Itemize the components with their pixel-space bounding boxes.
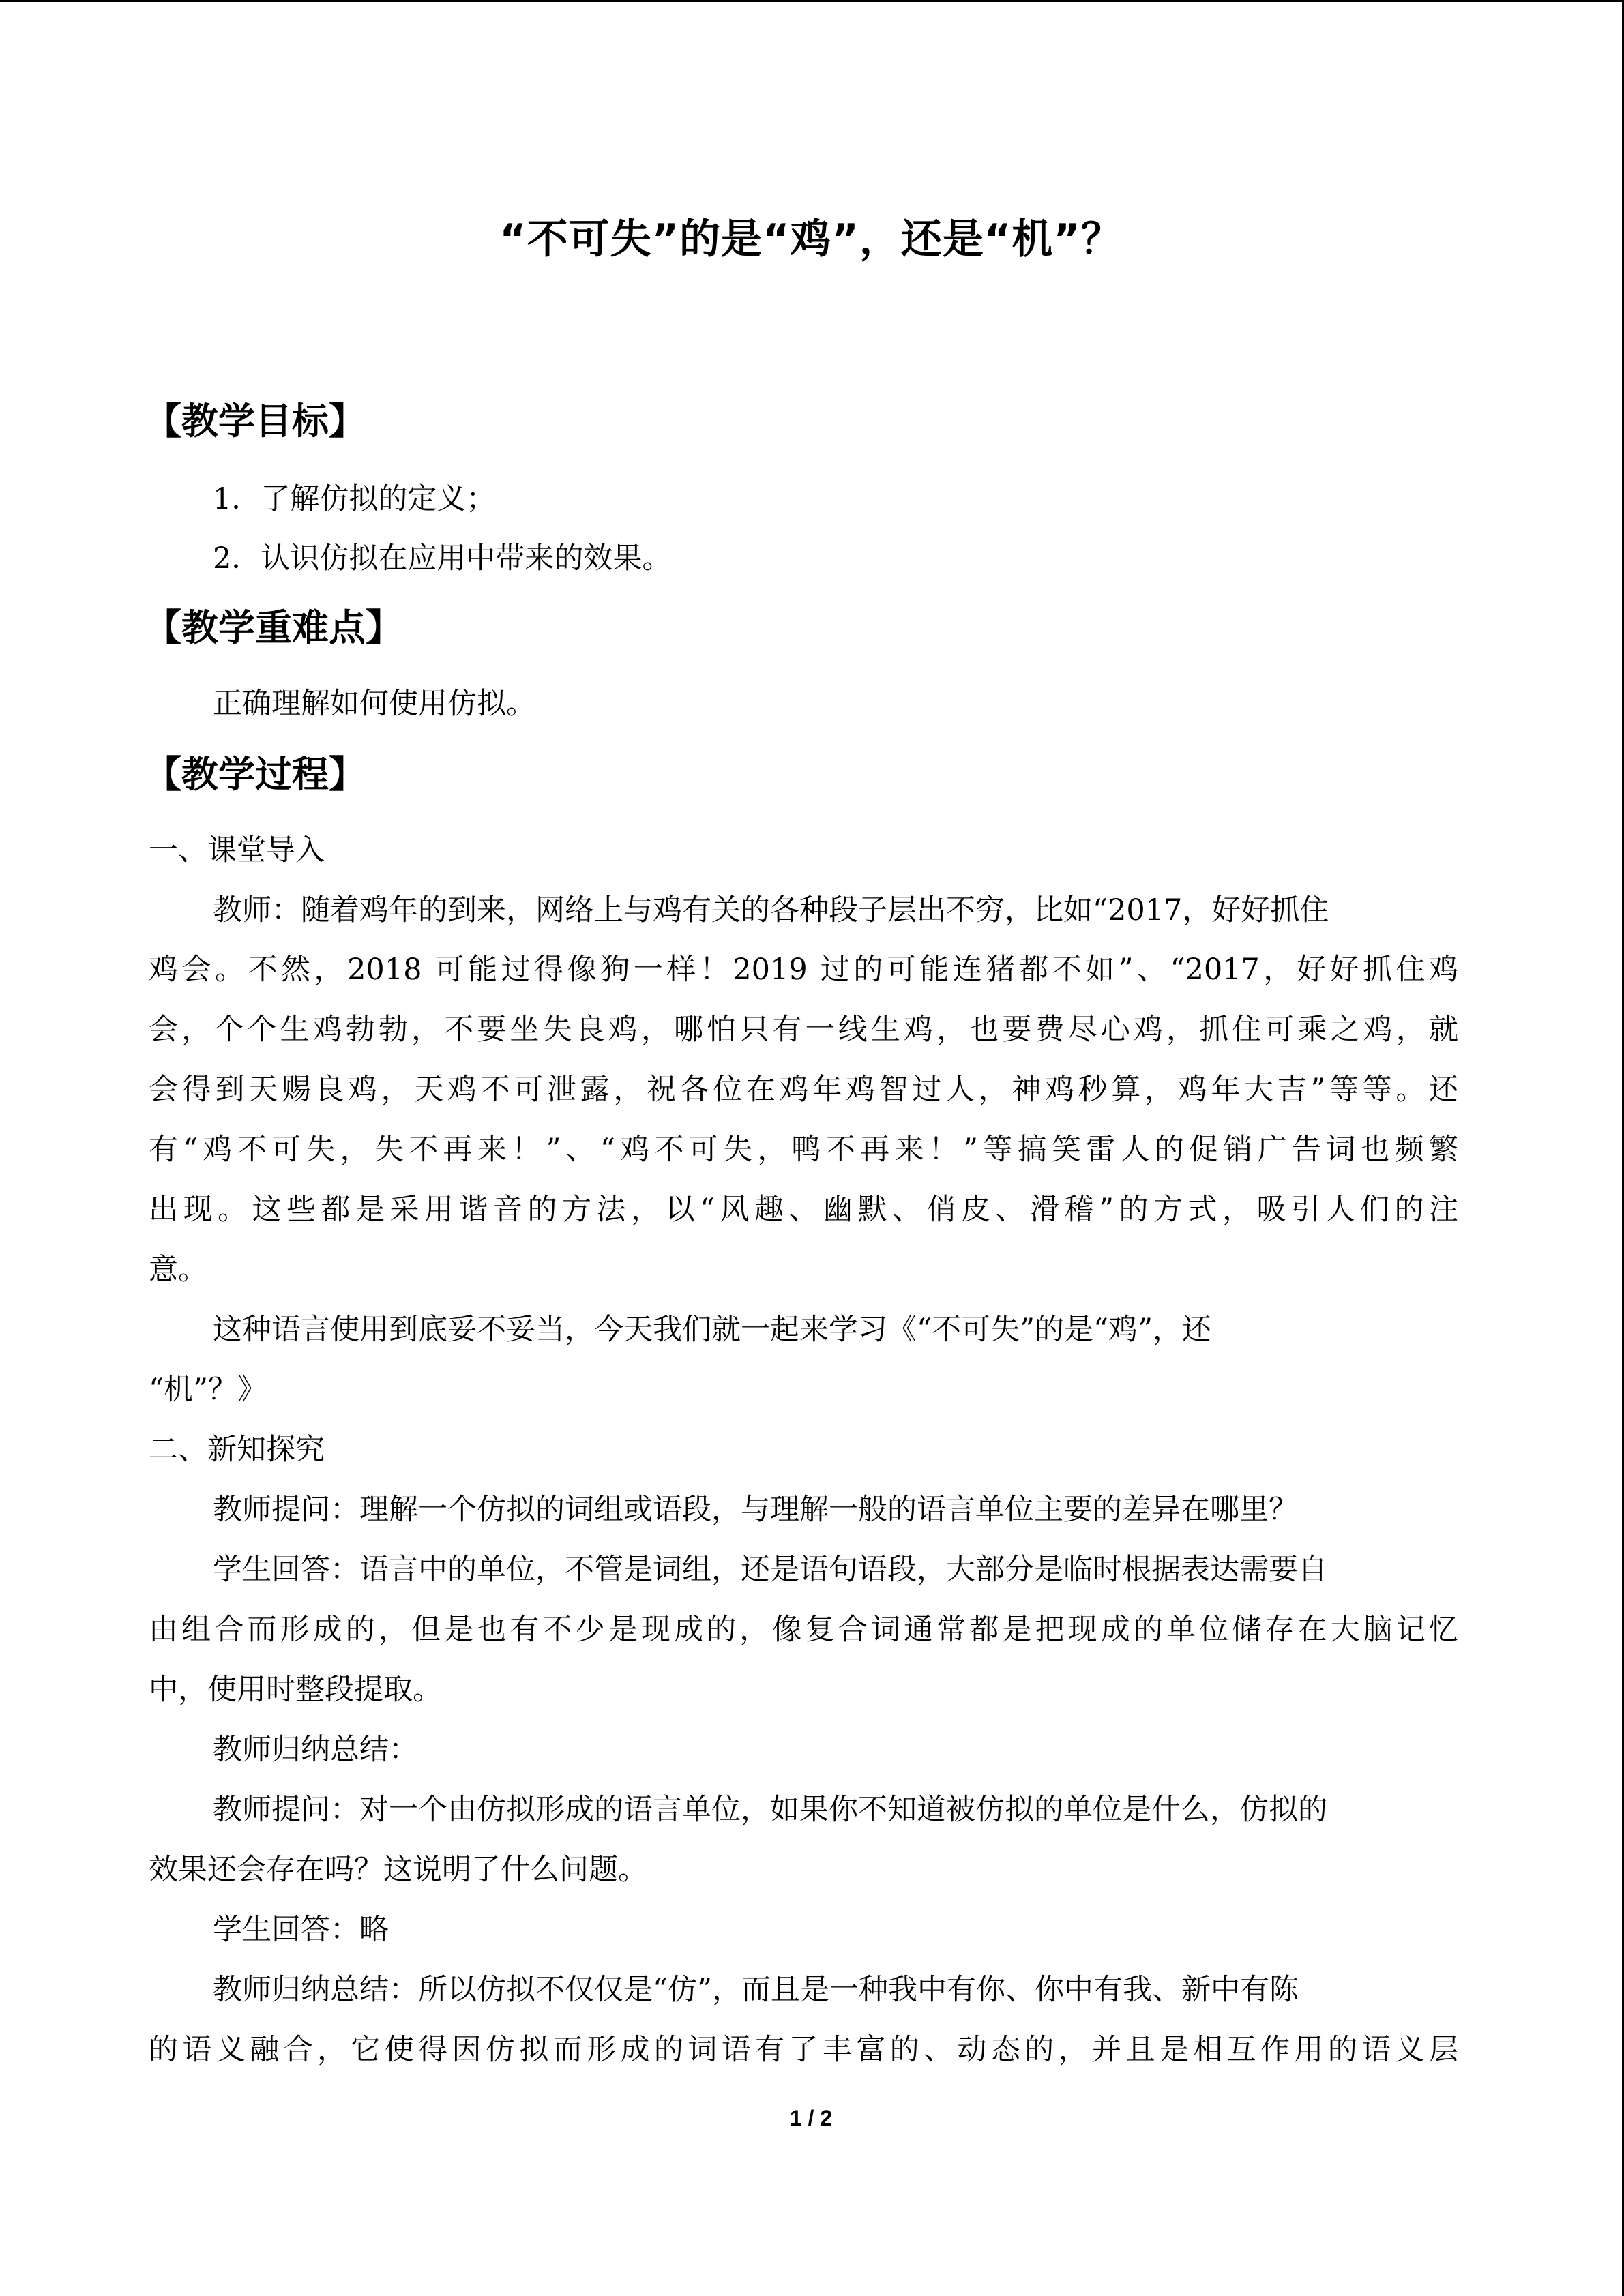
paragraph-line: 中，使用时整段提取。 (149, 1673, 442, 1707)
page-title: “不可失”的是“鸡”，还是“机”？ (499, 215, 1123, 263)
paragraph-line: 这种语言使用到底妥不妥当，今天我们就一起来学习《“不可失”的是“鸡”，还 (213, 1313, 1211, 1347)
heading-process: 【教学过程】 (145, 753, 366, 796)
page-number: 1 / 2 (789, 2106, 833, 2130)
key-point-text: 正确理解如何使用仿拟。 (213, 687, 535, 721)
section-intro-label: 一、课堂导入 (149, 833, 325, 867)
objective-item: 2．认识仿拟在应用中带来的效果。 (213, 541, 672, 576)
paragraph-line: 教师归纳总结：所以仿拟不仅仅是“仿”，而且是一种我中有你、你中有我、新中有陈 (213, 1973, 1299, 2007)
paragraph-line: 会，个个生鸡勃勃，不要坐失良鸡，哪怕只有一线生鸡，也要费尽心鸡，抓住可乘之鸡，就 (149, 1013, 1458, 1047)
paragraph-line: “机”？》 (149, 1373, 267, 1407)
heading-objectives: 【教学目标】 (145, 400, 366, 443)
paragraph-line: 出现。这些都是采用谐音的方法，以“风趣、幽默、俏皮、滑稽”的方式，吸引人们的注 (149, 1193, 1458, 1227)
paragraph-line: 教师：随着鸡年的到来，网络上与鸡有关的各种段子层出不穷，比如“2017，好好抓住 (213, 893, 1329, 927)
paragraph-line: 教师提问：对一个由仿拟形成的语言单位，如果你不知道被仿拟的单位是什么，仿拟的 (213, 1793, 1327, 1827)
paragraph-line: 学生回答：略 (213, 1913, 389, 1947)
heading-key-points: 【教学重难点】 (145, 606, 402, 649)
paragraph-line: 有“鸡不可失，失不再来！”、“鸡不可失，鸭不再来！”等搞笑雷人的促销广告词也频繁 (149, 1133, 1458, 1167)
objective-item: 1．了解仿拟的定义； (213, 482, 496, 516)
paragraph-line: 学生回答：语言中的单位，不管是词组，还是语句语段，大部分是临时根据表达需要自 (213, 1553, 1327, 1587)
paragraph-line: 由组合而形成的，但是也有不少是现成的，像复合词通常都是把现成的单位储存在大脑记忆 (149, 1613, 1458, 1647)
section-explore-label: 二、新知探究 (149, 1433, 325, 1467)
paragraph-line: 教师提问：理解一个仿拟的词组或语段，与理解一般的语言单位主要的差异在哪里？ (213, 1493, 1298, 1527)
paragraph-line: 教师归纳总结： (213, 1733, 418, 1767)
paragraph-line: 鸡会。不然，2018 可能过得像狗一样！2019 过的可能连猪都不如”、“2017，好好抓住鸡 (149, 953, 1458, 987)
paragraph-line: 的语义融合，它使得因仿拟而形成的词语有了丰富的、动态的，并且是相互作用的语义层 (149, 2033, 1458, 2067)
paragraph-line: 意。 (149, 1253, 207, 1287)
paragraph-line: 会得到天赐良鸡，天鸡不可泄露，祝各位在鸡年鸡智过人，神鸡秒算，鸡年大吉”等等。还 (149, 1073, 1458, 1107)
paragraph-line: 效果还会存在吗？这说明了什么问题。 (149, 1853, 647, 1887)
